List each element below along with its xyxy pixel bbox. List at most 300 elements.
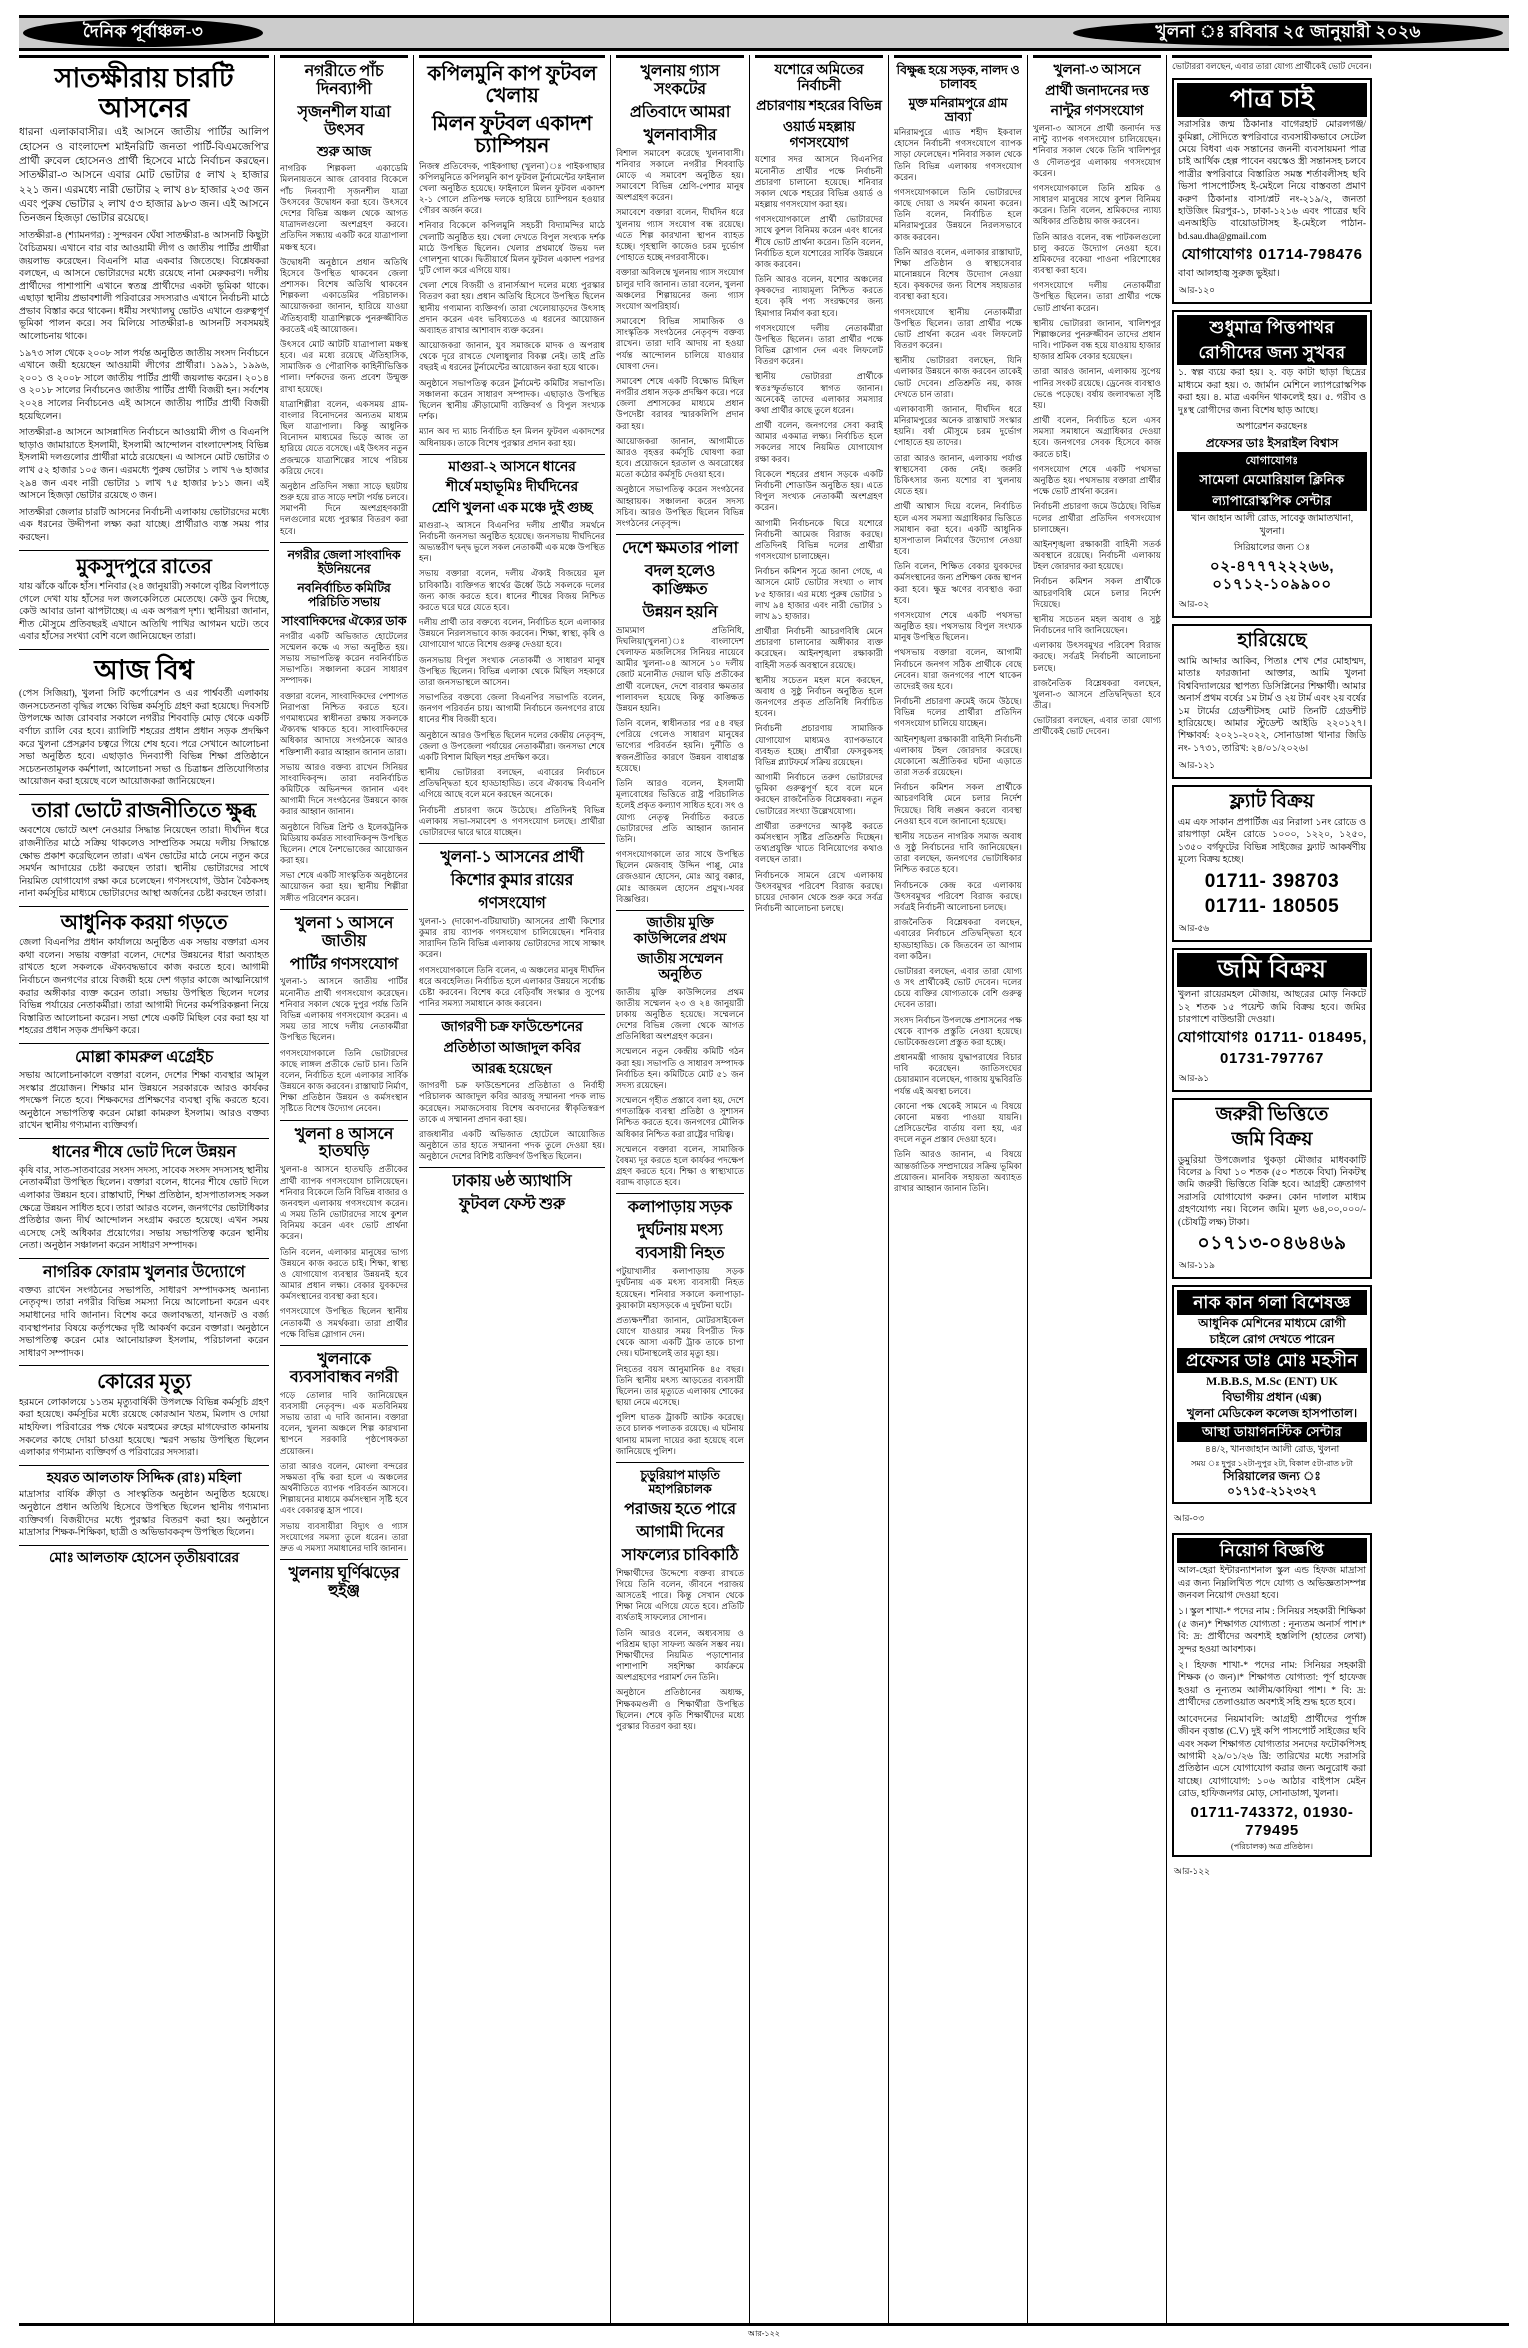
headline-byabsha-bandhab: খুলনাকে ব্যবসাবান্ধব নগরী: [289, 1350, 399, 1386]
ad-flat-ref: আর-৫৬: [1179, 923, 1210, 934]
article-text: সভায় ব্যবসায়ীরা বিদ্যুৎ ও গ্যাস সংযোগের সমস্যা তুলে ধরেন। তারা দ্রুত এ সমস্যা সমাধানের দাবি জানান।: [280, 1520, 408, 1553]
article-text: গণসংযোগকালে প্রার্থী ভোটারদের সাথে কুশল বিনিময় করেন এবং ধানের শীষে ভোট প্রার্থনা করেন। তিনি বলেন, নির্বাচিত হলে যশোরের সার্বিক উন্নয়নে কাজ করবেন।: [755, 214, 883, 269]
article-text: জনসভায় বিপুল সংখ্যক নেতাকর্মী ও সাধারণ মানুষ উপস্থিত ছিলেন। বিভিন্ন এলাকা থেকে মিছিল সহকারে তারা জনসভাস্থলে আসেন।: [419, 654, 605, 687]
article-text: গণসংযোগে স্থানীয় নেতাকর্মীরা উপস্থিত ছিলেন। তারা প্রার্থীর পক্ষে ভোট প্রার্থনা করেন এবং লিফলেট বিতরণ করেন।: [894, 306, 1022, 351]
article-text: প্রার্থীরা তরুণদের আকৃষ্ট করতে কর্মসংস্থান সৃষ্টির প্রতিশ্রুতি দিচ্ছেন। তথ্যপ্রযুক্তি খাতে বিনিয়োগের কথাও বলছেন তারা।: [755, 820, 883, 865]
headline-jessore-amit-3: ওয়ার্ড মহল্লায় গণসংযোগ: [782, 120, 856, 151]
article-text: আয়োজকরা জানান, যুব সমাজকে মাদক ও অপরাধ থেকে দূরে রাখতে খেলাধুলার বিকল্প নেই। তাই প্রতি বছরই এ ধরনের টুর্নামেন্টের আয়োজন করা হয়ে থাকে।: [419, 340, 605, 373]
headline-manirampur: বিক্ষুব্ধ হয়ে সড়ক, নালদ ও চালাবহ: [896, 63, 1020, 91]
ad-patra-chai[interactable]: [1172, 78, 1372, 304]
headline-khulna3: খুলনা-৩ আসনে: [1053, 63, 1141, 78]
article-text: স্থানীয় ভোটাররা প্রার্থীকে স্বতঃস্ফূর্তভাবে স্বাগত জানান। অনেকেই তাদের এলাকার সমস্যার কথা প্রার্থীর কাছে তুলে ধরেন।: [755, 371, 883, 415]
headline-jagoroni-chakra: জাগরণী চক্র ফাউন্ডেশনের: [441, 1020, 583, 1036]
article-text: ১৯৭৩ সাল থেকে ২০০৮ সাল পর্যন্ত অনুষ্ঠিত জাতীয় সংসদ নির্বাচনে এখানে জয়ী হয়েছেন আওয়ামী লীগের প্রার্থীরা। ১৯৯১, ১৯৯৬, ২০০১ ও ২০০৮ সালে জাতীয় পার্টির প্রার্থী জয়লাভ করেন। ২০১৪ ও ২০১৮ সালের নির্বাচনেও জাতীয় পার্টির প্রার্থী বিজয়ী হন। সর্বশেষ ২০২৪ সালের নির্বাচনেও এই আসনে জাতীয় পার্টির প্রার্থী বিজয়ী হয়েছিলেন।: [19, 348, 269, 422]
divider: [280, 542, 408, 543]
article-text: সম্মেলনে নতুন কেন্দ্রীয় কমিটি গঠন করা হয়। সভাপতি ও সাধারণ সম্পাদক নির্বাচিত হন। কমিটিতে মোট ৫১ জন সদস্য রয়েছেন।: [616, 1046, 744, 1090]
article-text: হরমনে লোকালয়ে ১১তম মৃত্যুবার্ষিকী উপলক্ষে বিভিন্ন কর্মসূচি গ্রহণ করা হয়েছে। কর্মসূচির মধ্যে রয়েছে কোরআন খতম, মিলাদ ও দোয়া মাহফিল। পরিবারের পক্ষ থেকে মরহুমের রুহের মাগফেরাত কামনায় সকলের কাছে দোয়া চাওয়া হয়েছে। স্মরণ সভায় উপস্থিত ছিলেন এলাকার গণ্যমান্য ব্যক্তিবর্গ ও পরিবারের সদস্যরা।: [19, 1397, 269, 1459]
divider: [1033, 55, 1161, 58]
article-text: সাতক্ষীরা-৪ (শ্যামনগর) : সুন্দরবন ঘেঁষা সাতক্ষীরা-৪ আসনটি কিছুটা বৈচিত্রময়। এখানে বার বার আওয়ামী লীগ ও জাতীয় পার্টির প্রার্থীরা জয়লাভ করেছেন। বিএনপি মাত্র একবার জিতেছে। বিশ্লেষকরা বলছেন, এ আসনে ভোটারদের মধ্যে রয়েছে নানা মেরুকরণ। দলীয় প্রার্থীদের পাশাপাশি এখানে স্বতন্ত্র প্রার্থীদের একটা ভূমিকা থাকে। এছাড়া স্থানীয় প্রভাবশালী পরিবারের সদস্যরাও এখানে নির্বাচনী মাঠে প্রভাব বিস্তার করে থাকেন। ধর্মীয় সংখ্যালঘু ভোটও এখানে গুরুত্বপূর্ণ ভূমিকা পালন করে। সব মিলিয়ে সাতক্ষীরা-৪ আসনটি সবসময়ই আলোচনায় থাকে।: [19, 231, 269, 343]
ad-ent-position: বিভাগীয় প্রধান (এক্স): [1222, 1390, 1322, 1405]
article-text: তিনি আরও বলেন, ইসলামী মূল্যবোধের ভিত্তিতে রাষ্ট্র পরিচালিত হলেই প্রকৃত কল্যাণ সাধিত হবে। সৎ ও যোগ্য নেতৃত্ব নির্বাচিত করতে ভোটারদের প্রতি আহ্বান জানান তিনি।: [616, 777, 744, 844]
article-text: ম্যান অব দ্য ম্যাচ নির্বাচিত হন মিলন ফুটবল একাদশের অধিনায়ক। তাকে বিশেষ পুরস্কার প্রদান করা হয়।: [419, 426, 605, 448]
article-text: মাদ্রাসার বার্ষিক ক্রীড়া ও সাংস্কৃতিক অনুষ্ঠান অনুষ্ঠিত হয়েছে। অনুষ্ঠানে প্রধান অতিথি হিসেবে উপস্থিত ছিলেন স্থানীয় গণ্যমান্য ব্যক্তিবর্গ। বিজয়ীদের মধ্যে পুরস্কার বিতরণ করা হয়। অনুষ্ঠানে মাদ্রাসার শিক্ষক-শিক্ষিকা, ছাত্রী ও অভিভাবকবৃন্দ উপস্থিত ছিলেন।: [19, 1490, 269, 1539]
divider: [616, 534, 744, 535]
headline-kapilmuni-cup-2: মিলন ফুটবল একাদশ চ্যাম্পিয়ন: [432, 112, 592, 158]
masthead: [19, 15, 1509, 51]
article-text: উদ্বোধনী অনুষ্ঠানে প্রধান অতিথি হিসেবে উপস্থিত থাকবেন জেলা প্রশাসক। বিশেষ অতিথি থাকবেন শিল্পকলা একাডেমির পরিচালক। আয়োজকরা জানান, হারিয়ে যাওয়া ঐতিহ্যবাহী যাত্রাশিল্পকে পুনরুজ্জীবিত করতেই এই আয়োজন।: [280, 256, 408, 334]
article-text: আইনশৃঙ্খলা রক্ষাকারী বাহিনী নির্বাচনী এলাকায় টহল জোরদার করেছে। যেকোনো অপ্রীতিকর ঘটনা এড়াতে তারা সতর্ক রয়েছেন।: [894, 733, 1022, 778]
divider: [280, 1559, 408, 1560]
ad-ent-title: নাক কান গলা বিশেষজ্ঞ: [1177, 1290, 1367, 1315]
article-text: নির্বাচনকে সামনে রেখে এলাকায় উৎসবমুখর পরিবেশ বিরাজ করছে। চায়ের দোকান থেকে শুরু করে সর্বত্র নির্বাচনী আলোচনা চলছে।: [755, 869, 883, 914]
article-text: মাগুরা-২ আসনে বিএনপির দলীয় প্রার্থীর সমর্থনে নির্বাচনী জনসভা অনুষ্ঠিত হয়েছে। জনসভায় দীর্ঘদিনের অভ্যন্তরীণ দ্বন্দ্ব ভুলে সকল নেতাকর্মী এক মঞ্চে উপস্থিত হন।: [419, 519, 605, 564]
ad-flat-title: ফ্ল্যাট বিক্রয়: [1229, 791, 1315, 813]
article-text: স্থানীয় ভোটাররা জানান, খালিশপুর শিল্পাঞ্চলের পুনরুজ্জীবন তাদের প্রধান দাবি। পাটকল বন্ধ হয়ে যাওয়ায় হাজার হাজার শ্রমিক বেকার হয়েছেন।: [1033, 317, 1161, 362]
article-text: ভ্রাম্যমাণ প্রতিনিধি, দিঘলিয়া(খুলনা)ঃ বাংলাদেশ খেলাফত মজলিসের সিনিয়র নায়েবে আমীর খুলনা-০৪ আসনে ১০ দলীয় জোট মনোনীত দেয়াল ঘড়ি প্রতীকের প্রার্থী বলেছেন, দেশে বারবার ক্ষমতার পালাবদল হয়েছে কিন্তু কাঙ্ক্ষিত উন্নয়ন হয়নি।: [616, 624, 744, 713]
headline-jatra-utsob-2: সৃজনশীল যাত্রা উৎসব: [297, 103, 391, 139]
article-text: নিহতের বয়স আনুমানিক ৪৫ বছর। তিনি স্থানীয় মৎস্য আড়তের ব্যবসায়ী ছিলেন। তার মৃত্যুতে এলাকায় শোকের ছায়া নেমে এসেছে।: [616, 1363, 744, 1408]
article-text: স্থানীয় সচেতন মহল অবাধ ও সুষ্ঠু নির্বাচনের দাবি জানিয়েছেন।: [1033, 613, 1161, 636]
article-text: এলাকাবাসী জানান, দীর্ঘদিন ধরে মনিরামপুরের অনেক রাস্তাঘাট সংস্কার হয়নি। বর্ষা মৌসুমে চরম দুর্ভোগ পোহাতে হয় তাদের।: [894, 403, 1022, 448]
headline-porajoy-2: আগামী দিনের: [636, 1523, 724, 1541]
divider: [419, 1167, 605, 1168]
column-6: [894, 55, 1022, 2325]
divider: [616, 910, 744, 911]
article-text: অনুষ্ঠানে সভাপতিত্ব করেন টুর্নামেন্ট কমিটির সভাপতি। সঞ্চালনা করেন সাধারণ সম্পাদক। এছাড়াও উপস্থিত ছিলেন স্থানীয় ক্রীড়ামোদী ব্যক্তিবর্গ ও বিপুল সংখ্যক দর্শক।: [419, 377, 605, 422]
article-text: সভায় বক্তারা বলেন, দলীয় ঐক্যই বিজয়ের মূল চাবিকাঠি। ব্যক্তিগত স্বার্থের ঊর্ধ্বে উঠে সকলকে দলের জন্য কাজ করতে হবে। ধানের শীষের বিজয় নিশ্চিত করতে ঘরে ঘরে যেতে হবে।: [419, 568, 605, 612]
headline-porajoy-3: সাফল্যের চাবিকাঠি: [621, 1546, 739, 1564]
ad-job-body: আল-হেরা ইন্টারন্যাশনাল স্কুল এন্ড হিফজ মাদ্রাসা এর জন্য নিম্নলিখিত পদে যোগ্য ও অভিজ্ঞতাসম্পন্ন জনবল নিয়োগ দেওয়া হবে।: [1178, 1566, 1366, 1602]
ad-gallstone-operating-label: অপারেশন করছেনঃ: [1236, 422, 1308, 433]
article-text: শিক্ষার্থীদের উদ্দেশ্যে বক্তব্য রাখতে গিয়ে তিনি বলেন, জীবনে পরাজয় আসতেই পারে। কিন্তু সেখান থেকে শিক্ষা নিয়ে এগিয়ে যেতে হবে। প্রতিটি ব্যর্থতাই সাফল্যের সোপান।: [616, 1567, 744, 1623]
article-text: দলীয় প্রার্থী তার বক্তব্যে বলেন, নির্বাচিত হলে এলাকার উন্নয়নে নিরলসভাবে কাজ করবেন। শিক্ষা, স্বাস্থ্য, কৃষি ও যোগাযোগ খাতে বিশেষ গুরুত্ব দেওয়া হবে।: [419, 617, 605, 650]
article-text: রাজনৈতিক বিশ্লেষকরা বলছেন, খুলনা-৩ আসনে প্রতিদ্বন্দ্বিতা হবে তীব্র।: [1033, 677, 1161, 711]
column-divider: [274, 55, 275, 2325]
date-line: খুলনা ঃ রবিবার ২৫ জানুয়ারী ২০২৬: [1155, 22, 1421, 41]
headline-jessore-amit: যশোরে অমিতের নির্বাচনী: [774, 63, 864, 94]
ad-land-body: খুলনা রায়েরমহল মৌজায়, আছরের মোড় নিকটে ১২ শতক ১৫ পয়েন্ট জমি বিক্রয় হবে। জমির চারপাশে বাউন্ডারী দেওয়া।: [1178, 990, 1366, 1025]
article-text: অনুষ্ঠানে সভাপতিত্ব করেন সংগঠনের আহ্বায়ক। সঞ্চালনা করেন সদস্য সচিব। আরও উপস্থিত ছিলেন বিভিন্ন সংগঠনের নেতৃবৃন্দ।: [616, 484, 744, 528]
article-text: তিনি আরও বলেন, যশোর অঞ্চলের কৃষকদের ন্যায্যমূল্য নিশ্চিত করতে হবে। কৃষি পণ্য সংরক্ষণের জন্য হিমাগার নির্মাণ করা হবে।: [755, 274, 883, 318]
ad-urgent-land-sale[interactable]: [1172, 1098, 1372, 1279]
article-text: অনুষ্ঠানে প্রতিষ্ঠানের অধ্যক্ষ, শিক্ষকমণ্ডলী ও শিক্ষার্থীরা উপস্থিত ছিলেন। শেষে কৃতি শিক্ষার্থীদের মধ্যে পুরস্কার বিতরণ করা হয়।: [616, 1687, 744, 1731]
column-4: [616, 55, 744, 2325]
article-text: তিনি আরও বলেন, এলাকার রাস্তাঘাট, শিক্ষা প্রতিষ্ঠান ও স্বাস্থ্যসেবার মানোন্নয়নে বিশেষ উদ্যোগ নেওয়া হবে। কৃষকদের জন্য বিশেষ সহায়তার ব্যবস্থা করা হবে।: [894, 246, 1022, 302]
article-text: স্থানীয় ভোটাররা বলছেন, যিনি এলাকার উন্নয়নে কাজ করবেন তাকেই ভোট দেবেন। প্রতিশ্রুতি নয়, কাজ দেখতে চান তারা।: [894, 355, 1022, 399]
ad-flat-phone-2[interactable]: 01711- 180505: [1204, 896, 1340, 918]
article-text: উৎসবে মোট আটটি যাত্রাপালা মঞ্চস্থ হবে। এর মধ্যে রয়েছে ঐতিহাসিক, সামাজিক ও পৌরাণিক কাহিনীভিত্তিক পালা। দর্শকদের জন্য প্রবেশ উন্মুক্ত রাখা হয়েছে।: [280, 338, 408, 394]
ad-gallstone-body: ১. স্বল্প ব্যয়ে করা হয়। ২. বড় কাটা ছাড়া ছিদ্রের মাধ্যমে করা হয়। ৩. জার্মান মেশিনে ল্যাপরোস্কপিক করা হয়। ৪. মাত্র একদিন থাকলেই হয়। ৫. গরীব ও দুঃস্থ রোগীদের জন্য বিশেষ ছাড় আছে।: [1178, 368, 1366, 416]
paper-name: দৈনিক পূর্বাঞ্চল-৩: [82, 22, 204, 41]
ad-patra-chai-body: সরাসরিঃ জন্ম ঠিকানাঃ বাগেরহাট মোরলগঞ্জ/কুমিল্লা, সৌদিতে স্বপরিবারে ব্যবসায়ীকভাবে সেটেল মেয়ে বিধবা এক সন্তানের জননী ব্যবসায়মনা পাত্র চাই আর্থিক হেল্প পাবেন বয়স্কেও স্ত্রী সন্তানসহ চলবে পাত্রীর স্বপরিবারে বিস্তারিত সমস্ত শর্তাবলীসহ ছবি ভিসা পাসপোর্টসহ ই-মেইলে নিয়ে বাস্তবতা প্রমাণ করুণ ঠিকানাঃ বাসা/প্লট নং-২১৯/২, জনতা হাউজিং মিরপুর-১, ঢাকা-১২১৬ এবং পাত্রের ছবি এনআইডি বায়োডাটাসহ ই-মেইলে পাঠান-bd.sau.dha@gmail.com: [1178, 120, 1366, 242]
ad-land-phone-2[interactable]: 01731-797767: [1220, 1050, 1324, 1068]
headline-khulna3-3: নান্টুর গণসংযোগ: [1050, 104, 1144, 120]
contact-label: যোগাযোগঃ: [1181, 246, 1254, 264]
article-text: অবশেষে ভোটে অংশ নেওয়ার সিদ্ধান্ত নিয়েছেন তারা। দীর্ঘদিন ধরে রাজনীতির মাঠে সক্রিয় থাকলেও সাম্প্রতিক সময়ে দলীয় সিদ্ধান্তে ক্ষোভ প্রকাশ করেছিলেন তারা। এখন ভোটের মাঠে নেমে নতুন করে সমর্থন আদায়ের চেষ্টা করছেন তারা। স্থানীয় ভোটারদের সাথে নিয়মিত যোগাযোগ রক্ষা করে চলেছেন। গণসংযোগ, উঠান বৈঠকসহ নানা কর্মসূচির মাধ্যমে ভোটারদের আস্থা অর্জনের চেষ্টা করছেন তারা।: [19, 826, 269, 900]
divider: [19, 1545, 269, 1546]
divider: [19, 1465, 269, 1466]
article-text: পুলিশ ঘাতক ট্রাকটি আটক করেছে। তবে চালক পলাতক রয়েছে। এ ঘটনায় থানায় মামলা দায়ের করা হয়েছে বলে জানিয়েছে পুলিশ।: [616, 1412, 744, 1456]
ad-ent-serial[interactable]: সিরিয়ালের জন্য ঃ ০১৭১৫-২১২৩২৭: [1223, 1469, 1321, 1498]
divider: [616, 1462, 744, 1463]
headline-khulna4-hatghori: খুলনা ৪ আসনে হাতঘড়ি: [294, 1125, 394, 1161]
headline-manirampur-2: মুক্ত মনিরামপুরে গ্রাম ভ্রাব্যা: [908, 96, 1008, 124]
article-text: বক্তারা অবিলম্বে খুলনায় গ্যাস সংযোগ চালুর দাবি জানান। তারা বলেন, খুলনা অঞ্চলের শিল্পায়নের জন্য গ্যাস সংযোগ অপরিহার্য।: [616, 267, 744, 311]
ad-job-recruitment[interactable]: [1172, 1533, 1372, 1856]
ad-gallstone-title-2: রোগীদের জন্য সুখবর: [1177, 340, 1367, 365]
article-text: স্থানীয় সচেতন নাগরিক সমাজ অবাধ ও সুষ্ঠু নির্বাচনের দাবি জানিয়েছেন। তারা বলছেন, জনগণের ভোটাধিকার নিশ্চিত করতে হবে।: [894, 830, 1022, 875]
divider: [19, 550, 269, 551]
subheadline-shuru-aj: শুরু আজ: [316, 144, 372, 160]
ad-gallstone-ref: আর-০২: [1179, 599, 1210, 609]
column-divider: [610, 55, 611, 2325]
article-text: প্রার্থী বলেন, নির্বাচিত হলে এসব সমস্যা সমাধানে অগ্রাধিকার দেওয়া হবে। জনগণের সেবক হিসেবে কাজ করতে চাই।: [1033, 415, 1161, 459]
headline-gas-sonkot-3: খুলনাবাসীর: [643, 126, 717, 144]
ad-gallstone-serial-label: সিরিয়ালের জন্য ঃ: [1233, 543, 1311, 554]
ad-ent-specialist[interactable]: [1172, 1285, 1372, 1504]
ad-gallstone-address: খান জাহান আলী রোড, সাবেকু জামাতখানা, খুলনা।: [1190, 514, 1354, 537]
article-text: জাগরণী চক্র ফাউন্ডেশনের প্রতিষ্ঠাতা ও নির্বাহী পরিচালক আজাদুল কবির আরজু সম্মাননা পদক লাভ করেছেন। সমাজসেবায় বিশেষ অবদানের স্বীকৃতিস্বরূপ তাকে এ সম্মাননা প্রদান করা হয়।: [419, 1080, 605, 1124]
divider: [755, 55, 883, 58]
ad-patra-chai-title: পাত্র চাই: [1177, 83, 1367, 117]
article-text: সভায় আলোচনাকালে বক্তারা বলেন, দেশের শিক্ষা ব্যবস্থার আমূল সংস্কার প্রয়োজন। শিক্ষার মান উন্নয়নে সরকারকে আরও কার্যকর পদক্ষেপ নিতে হবে। শিক্ষকদের প্রশিক্ষণের ব্যবস্থা বৃদ্ধি করতে হবে। অনুষ্ঠানে সভাপতিত্ব করেন মোল্লা কামরুল ইসলাম। আরও বক্তব্য রাখেন স্থানীয় গণ্যমান্য ব্যক্তিবর্গ।: [19, 1070, 269, 1132]
article-text: বিকেলে শহরের প্রধান সড়কে একটি নির্বাচনী শোডাউন অনুষ্ঠিত হয়। এতে বিপুল সংখ্যক নেতাকর্মী অংশগ্রহণ করেন।: [755, 468, 883, 513]
ad-ent-hours: সময় ঃ দুপুর ১২টা-দুপুর ২টা, বিকাল ৫টা-রাত ৮টা: [1191, 1458, 1353, 1468]
headline-khomotar-pala: দেশে ক্ষমতার পালা: [621, 540, 739, 558]
divider: [19, 906, 269, 907]
article-text: স্থানীয় ভোটাররা বলছেন, এবারের নির্বাচনে প্রতিদ্বন্দ্বিতা হবে হাড্ডাহাড্ডি। তবে ঐক্যবদ্ধ বিএনপি এগিয়ে আছে বলে মনে করছেন অনেকে।: [419, 767, 605, 800]
column-divider: [413, 55, 414, 2325]
divider: [19, 1258, 269, 1259]
headline-korer-mrittu: কোরের মৃত্যু: [97, 1371, 191, 1394]
article-text: নির্বাচনী প্রচারণা জমে উঠেছে। বিভিন্ন দলের প্রার্থীরা প্রতিদিন গণসংযোগ চালাচ্ছেন।: [1033, 501, 1161, 534]
article-text: আগামী নির্বাচনকে ঘিরে যশোরে নির্বাচনী আমেজ বিরাজ করছে। প্রতিদিনই বিভিন্ন দলের প্রার্থীরা গণসংযোগ চালাচ্ছেন।: [755, 517, 883, 562]
ad-flat-for-sale[interactable]: [1172, 785, 1372, 942]
article-text: নির্বাচনী প্রচারণা ক্রমেই জমে উঠছে। বিভিন্ন দলের প্রার্থীরা প্রতিদিন গণসংযোগ চালিয়ে যাচ্ছেন।: [894, 696, 1022, 729]
article-text: গণসংযোগকালে তিনি বলেন, এ অঞ্চলের মানুষ দীর্ঘদিন ধরে অবহেলিত। নির্বাচিত হলে এলাকার উন্নয়নে সর্বোচ্চ চেষ্টা করবেন। বিশেষ করে বেড়িবাঁধ সংস্কার ও সুপেয় পানির সমস্যা সমাধানে কাজ করবেন।: [419, 964, 605, 1009]
article-text: তারা আরও জানান, এলাকায় সুপেয় পানির সংকট রয়েছে। ড্রেনেজ ব্যবস্থাও ভেঙে পড়েছে। বর্ষায় জলাবদ্ধতা সৃষ্টি হয়।: [1033, 366, 1161, 410]
article-text: সমাবেশে বিভিন্ন সামাজিক ও সাংস্কৃতিক সংগঠনের নেতৃবৃন্দ বক্তব্য রাখেন। তারা দাবি আদায় না হওয়া পর্যন্ত আন্দোলন চালিয়ে যাওয়ার ঘোষণা দেন।: [616, 316, 744, 371]
column-divider: [1027, 55, 1028, 2325]
divider: [419, 1014, 605, 1015]
article-text: গণসংযোগে উপস্থিত ছিলেন স্থানীয় নেতাকর্মী ও সমর্থকরা। তারা প্রার্থীর পক্ষে বিভিন্ন স্লোগান দেন।: [280, 1306, 408, 1339]
article-text: অনুষ্ঠানে বিভিন্ন প্রিন্ট ও ইলেকট্রনিক মিডিয়ায় কর্মরত সাংবাদিকবৃন্দ উপস্থিত ছিলেন। শেষে নৈশভোজের আয়োজন করা হয়।: [280, 821, 408, 866]
article-text: সভা শেষে একটি সাংস্কৃতিক অনুষ্ঠানের আয়োজন করা হয়। স্থানীয় শিল্পীরা সঙ্গীত পরিবেশন করেন।: [280, 870, 408, 903]
article-text: নগরীর একটি অভিজাত হোটেলের সম্মেলন কক্ষে এ সভা অনুষ্ঠিত হয়। সভায় সভাপতিত্ব করেন নবনির্বাচিত সভাপতি। সঞ্চালনা করেন সাধারণ সম্পাদক।: [280, 630, 408, 686]
column-5: [755, 55, 883, 2325]
article-text: সম্মেলনে গৃহীত প্রস্তাবে বলা হয়, দেশে গণতান্ত্রিক ব্যবস্থা প্রতিষ্ঠা ও সুশাসন নিশ্চিত করতে হবে। জনগণের মৌলিক অধিকার নিশ্চিত করা রাষ্ট্রের দায়িত্ব।: [616, 1095, 744, 1139]
article-text: গণসংযোগে দলীয় নেতাকর্মীরা উপস্থিত ছিলেন। তারা প্রার্থীর পক্ষে বিভিন্ন স্লোগান দেন এবং লিফলেট বিতরণ করেন।: [755, 322, 883, 367]
column-2: [280, 55, 408, 2325]
divider: [280, 909, 408, 910]
headline-magura2-3: শ্রেণি খুলনা এক মঞ্চে দুই গুচ্ছ: [431, 501, 593, 517]
ad-gallstone-clinic-2: ল্যাপারোস্কপিক সেন্টার: [1177, 491, 1367, 512]
headline-jessore-amit-2: প্রচারণায় শহরের বিভিন্ন: [756, 99, 882, 115]
article-text: গড়ে তোলার দাবি জানিয়েছেন ব্যবসায়ী নেতৃবৃন্দ। এক মতবিনিময় সভায় তারা এ দাবি জানান। বক্তারা বলেন, খুলনা অঞ্চলে শিল্প কারখানা স্থাপনে সরকারি পৃষ্ঠপোষকতা প্রয়োজন।: [280, 1389, 408, 1456]
ad-lost-ref: আর-১২১: [1179, 760, 1215, 771]
headline-jagoroni-chakra-3: আরব্ধ হয়েছেন: [472, 1061, 552, 1077]
ad-land-ref: আর-৯১: [1179, 1072, 1210, 1083]
article-text: পটুয়াখালীর কলাপাড়ায় সড়ক দুর্ঘটনায় এক মৎস্য ব্যবসায়ী নিহত হয়েছেন। শনিবার সকালে কলাপাড়া-কুয়াকাটা মহাসড়কে এ দুর্ঘটনা ঘটে।: [616, 1266, 744, 1310]
article-text: কৃষি বার, সাত-সাতবারের সংসদ সদস্য, সাবেক সংসদ সদস্যসহ স্থানীয় নেতাকর্মীরা উপস্থিত ছিলেন। বক্তারা বলেন, ধানের শীষে ভোট দিলে এলাকার উন্নয়ন হবে। রাস্তাঘাট, শিক্ষা প্রতিষ্ঠান, হাসপাতালসহ সকল ক্ষেত্রে উন্নয়ন সাধিত হবে। তারা আরও বলেন, জনগণের ভোটাধিকার প্রতিষ্ঠার জন্য দীর্ঘ আন্দোলন সংগ্রাম করতে হয়েছে। এখন সময় এসেছে সেই অধিকার প্রয়োগের। সভায় সভাপতিত্ব করেন স্থানীয় নেতা। অনুষ্ঠান সঞ্চালনা করেন সাধারণ সম্পাদক।: [19, 1165, 269, 1252]
headline-jatra-utsob: নগরীতে পাঁচ দিনব্যাপী: [304, 63, 384, 98]
article-text: গণসংযোগ শেষে একটি পথসভা অনুষ্ঠিত হয়। পথসভায় বিপুল সংখ্যক মানুষ উপস্থিত ছিলেন।: [894, 609, 1022, 643]
headline-khomotar-pala-2: বদল হলেও কাঙ্ক্ষিত: [644, 563, 716, 598]
article-text: গণসংযোগে দলীয় নেতাকর্মীরা উপস্থিত ছিলেন। তারা প্রার্থীর পক্ষে ভোট প্রার্থনা করেন।: [1033, 280, 1161, 313]
divider: [419, 454, 605, 455]
article-text: ধারনা এলাকাবাসীর। এই আসনে জাতীয় পার্টির আলিপ হোসেন ও বাংলাদেশ মাইনরিটি জনতা পার্টি-বিএমজেপি'র প্রার্থী রুবেল হোসেনও প্রার্থী হিসেবে মাঠে নির্বাচন করছেন। সাতক্ষীরা-৩ আসনে এবার মোট ভোটার ৫ লাখ ২ হাজার ২২১ জন। এরমধ্যে নারী ভোটার ২ লাখ ৪৮ হাজার ২৩৫ জন এবং পুরুষ ভোটার ২ লাখ ৫৩ হাজার ৯৮৩ জন। এই আসনে তিনজন হিজড়া ভোটার রয়েছে।: [19, 127, 269, 225]
article-text: তিনি আরও জানান, এ বিষয়ে আন্তর্জাতিক সম্প্রদায়ের সক্রিয় ভূমিকা প্রয়োজন। মানবিক সহায়তা অব্যাহত রাখার আহ্বান জানান তিনি।: [894, 1149, 1022, 1193]
ad-land-for-sale[interactable]: [1172, 948, 1372, 1092]
divider: [616, 1193, 744, 1194]
article-text: প্রার্থীরা নির্বাচনী আচরণবিধি মেনে প্রচারণা চালানোর অঙ্গীকার ব্যক্ত করেছেন। আইনশৃঙ্খলা রক্ষাকারী বাহিনী সতর্ক অবস্থানে রয়েছে।: [755, 626, 883, 670]
article-text: এলাকায় উৎসবমুখর পরিবেশ বিরাজ করছে। সর্বত্রই নির্বাচনী আলোচনা চলছে।: [1033, 640, 1161, 673]
article-text: মনিরামপুরে এ্যাড শহীদ ইকবাল হোসেন নির্বাচনী গণসংযোগে ব্যাপক সাড়া ফেলেছেন। শনিবার সকাল থেকে তিনি বিভিন্ন এলাকায় গণসংযোগ করেন।: [894, 127, 1022, 182]
ad-gallstone-title-1: শুধুমাত্র পিত্তপাথর: [1177, 315, 1367, 340]
article-text: সম্মেলনে বক্তারা বলেন, সামাজিক বৈষম্য দূর করতে হলে কার্যকর পদক্ষেপ গ্রহণ করতে হবে। শিক্ষা ও স্বাস্থ্যখাতে বরাদ্দ বাড়াতে হবে।: [616, 1143, 744, 1188]
article-text: প্রার্থী আশ্বাস দিয়ে বলেন, নির্বাচিত হলে এসব সমস্যা অগ্রাধিকার ভিত্তিতে সমাধান করা হবে। একটি আধুনিক হাসপাতাল নির্মাণের উদ্যোগ নেওয়া হবে।: [894, 501, 1022, 557]
article-text: নির্বাচন কমিশন সকল প্রার্থীকে আচরণবিধি মেনে চলার নির্দেশ দিয়েছে। বিধি লঙ্ঘন করলে ব্যবস্থা নেওয়া হবে বলে জানানো হয়েছে।: [894, 782, 1022, 826]
headline-nagorik-forum: নাগরিক ফোরাম খুলনার উদ্যোগে: [43, 1263, 245, 1281]
divider: [616, 55, 744, 58]
divider: [19, 794, 269, 795]
ad-ent-subtitle-2: চাইলে রোগ দেখতে পারেন: [1209, 1332, 1335, 1347]
article-text: খুলনা-১ (দাকোপ-বটিয়াঘাটা) আসনের প্রার্থী কিশোর কুমার রায় ব্যাপক গণসংযোগ চালিয়েছেন। শনিবার সারাদিন তিনি বিভিন্ন এলাকায় ভোটারদের সাথে সাক্ষাৎ করেন।: [419, 915, 605, 960]
article-text: নির্বাচনী প্রচারণায় সামাজিক যোগাযোগ মাধ্যমও ব্যাপকভাবে ব্যবহৃত হচ্ছে। প্রার্থীরা ফেসবুকসহ বিভিন্ন প্ল্যাটফর্মে সক্রিয় রয়েছেন।: [755, 723, 883, 767]
article-text: তারা আরও জানান, এলাকায় পর্যাপ্ত স্বাস্থ্যসেবা কেন্দ্র নেই। জরুরি চিকিৎসার জন্য যশোর বা খুলনায় যেতে হয়।: [894, 452, 1022, 497]
ad-ent-workplace: খুলনা মেডিকেল কলেজ হাসপাতাল।: [1186, 1406, 1358, 1421]
article-text: (পেস সিজিয়া), খুলনা সিটি কর্পোরেশন ও এর পার্শ্ববর্তী এলাকায় জনসচেতনতা বৃদ্ধির লক্ষ্যে বিভিন্ন কর্মসূচি গ্রহণ করা হয়েছে। দিবসটি উপলক্ষে আজ রোববার সকালে নগরীর শিববাড়ি মোড় থেকে একটি বর্ণাঢ্য র‌্যালি বের হবে। র‌্যালিটি শহরের প্রধান প্রধান সড়ক প্রদক্ষিণ করে খুলনা প্রেসক্লাব চত্বরে গিয়ে শেষ হবে। পরে সেখানে আলোচনা সভা অনুষ্ঠিত হবে। এছাড়াও দিনব্যাপী বিভিন্ন শিক্ষা প্রতিষ্ঠানে সচেতনতামূলক কর্মশালা, আলোচনা সভা ও চিত্রাঙ্কন প্রতিযোগিতার আয়োজন করা হয়েছে বলে আয়োজকরা জানিয়েছেন।: [19, 689, 269, 788]
headline-kishor-kumar-roy: খুলনা-১ আসনের প্রার্থী: [440, 849, 584, 867]
ad-urgent-land-body: ডুমুরিয়া উপজেলার থুকড়া মৌজার মাধবকাটি বিলের ৯ বিঘা ১০ শতক (৫০ শতকে বিঘা) নিকটস্থ জমি জরুরী ভিত্তিতে বিক্রি হবে। আগ্রহী ক্রেতাগণ সরাসরি যোগাযোগ করুন। কোন দালাল মাধ্যম গ্রহণযোগ্য নয়। বিলেন জমি। মূল্য ৬৪,০০,০০০/- (চৌষট্টি লক্ষ) টাকা।: [1178, 1155, 1366, 1228]
ad-ent-ref: আর-০৩: [1174, 1513, 1205, 1524]
article-text: সংসদ নির্বাচন উপলক্ষে প্রশাসনের পক্ষ থেকে ব্যাপক প্রস্তুতি নেওয়া হয়েছে। ভোটকেন্দ্রগুলো প্রস্তুত করা হচ্ছে।: [894, 1014, 1022, 1047]
article-text: সমাবেশে বক্তারা বলেন, দীর্ঘদিন ধরে খুলনায় গ্যাস সংযোগ বন্ধ রয়েছে। এতে শিল্প কারখানা স্থাপন ব্যাহত হচ্ছে। গৃহস্থালি কাজেও চরম দুর্ভোগ পোহাতে হচ্ছে নগরবাসীকে।: [616, 207, 744, 263]
headline-satkhira: সাতক্ষীরায় চারটি আসনের: [54, 63, 234, 124]
ad-job-item-3: আবেদনের নিয়মাবলি: আগ্রহী প্রার্থীদের পূর্ণাঙ্গ জীবন বৃত্তান্ত (C.V) দুই কপি পাসপোর্ট সাইজের ছবি এবং সকল শিক্ষাগত যোগ্যতার সনদের ফটোকপিসহ আগামী ২৯/০১/২৬ খ্রি: তারিখের মধ্যে সরাসরি প্রতিষ্ঠান এসে যোগাযোগ করার জন্য অনুরোধ করা যাচ্ছে। যোগাযোগ: ১০৬ আঠার বাইপাস মেইন রোড, হাফিজনগর মোড়, সোনাডাঙ্গা, খুলনা।: [1178, 1714, 1366, 1800]
headline-dhaka-football-fest-2: ফুটবল ফেস্ট শুরু: [459, 1196, 565, 1214]
article-text: যাত্রাশিল্পীরা বলেন, একসময় গ্রাম-বাংলার বিনোদনের অন্যতম মাধ্যম ছিল যাত্রাপালা। কিন্তু আধুনিক বিনোদন মাধ্যমের ভিড়ে আজ তা হারিয়ে যেতে বসেছে। এই উৎসব নতুন প্রজন্মকে যাত্রাশিল্পের সাথে পরিচয় করিয়ে দেবে।: [280, 398, 408, 476]
headline-magura2: মাগুরা-২ আসনে ধানের: [448, 459, 576, 475]
page-grid: [19, 55, 1509, 2325]
article-text: খুলনা-৩ আসনে প্রার্থী জনার্দন দত্ত নান্টু ব্যাপক গণসংযোগ চালিয়েছেন। শনিবার সকাল থেকে তিনি খালিশপুর ও দৌলতপুর এলাকায় গণসংযোগ করেন।: [1033, 123, 1161, 178]
article-text: খুলনা-৪ আসনে হাতঘড়ি প্রতীকের প্রার্থী ব্যাপক গণসংযোগ চালিয়েছেন। শনিবার বিকেলে তিনি বিভিন্ন বাজার ও জনবহুল এলাকায় গণসংযোগ করেন। এ সময় তিনি ভোটারদের সাথে কুশল বিনিময় করেন এবং ভোট প্রার্থনা করেন।: [280, 1164, 408, 1242]
headline-kolapara-accident-3: ব্যবসায়ী নিহত: [635, 1245, 725, 1263]
ad-job-title: নিয়োগ বিজ্ঞপ্তি: [1177, 1538, 1367, 1563]
divider: [419, 55, 605, 58]
contact-label: যোগাযোগঃ: [1177, 1029, 1250, 1047]
ad-urgent-land-ref: আর-১১৯: [1179, 1259, 1215, 1270]
headline-ajbishwa: আজ বিশ্ব: [94, 654, 194, 685]
footer-ref: আর-১২২: [748, 2329, 780, 2338]
ad-lost-body: আমি আব্দার আকিব, পিতাঃ শেখ শের মোহাম্মদ, মাতাঃ ফারজানা আক্তার, আমি খুলনা বিশ্ববিদ্যালয়ের স্থাপত্য ডিসিপ্লিনের শিক্ষার্থী। আমার অনার্স প্রথম বর্ষের ১ম টার্ম ও ২য় টার্ম এবং ২য় বর্ষের ১ম টার্মের গ্রেডশীটসহ মোট তিনটি গ্রেডশীট হারিয়েছে। আমার স্টুডেন্ট আইডি ২২০১২৭। শিক্ষাবর্ষ: ২০২১-২০২২, সোনাডাঙ্গা থানার জিডি নং- ১৭৩১, তারিখ: ২৪/০১/২০২৬।: [1178, 656, 1366, 754]
ad-patra-chai-phone[interactable]: [1177, 245, 1367, 266]
ad-lost-title: হারিয়েছে: [1237, 630, 1307, 651]
headline-jagoroni-chakra-2: প্রতিষ্ঠাতা আজাদুল কবির: [443, 1040, 581, 1056]
divider: [280, 1120, 408, 1121]
article-text: শনিবার বিকেলে কপিলমুনি সহচরী বিদ্যামন্দির মাঠে খেলাটি অনুষ্ঠিত হয়। খেলা দেখতে বিপুল সংখ্যক দর্শক মাঠে উপস্থিত ছিলেন। খেলার প্রথমার্ধে উভয় দল গোলশূন্য থাকে। দ্বিতীয়ার্ধে মিলন ফুটবল একাদশ পরপর দুটি গোল করে এগিয়ে যায়।: [419, 220, 605, 276]
ad-job-ref: আর-১২২: [1174, 1865, 1210, 1876]
headline-magura2-2: শীর্ষে মহাভূমিঃ দীর্ঘদিনের: [446, 480, 578, 496]
headline-kishor-kumar-roy-2: কিশোর কুমার রায়ের: [450, 872, 574, 890]
ad-job-item-1: ১। স্কুল শাখা-* পদের নাম : সিনিয়র সহকারী শিক্ষিকা (৫ জন)* শিক্ষাগত যোগ্যতা : নূন্যতম অনার্স পাশ।* বি: দ্র: প্রার্থীদের অবশ্যই হস্তলিপি (হাতের লেখা) সুন্দর হওয়া আবশ্যক।: [1178, 1607, 1366, 1655]
headline-khulna3-2: প্রার্থী জনাদনের দত্ত: [1045, 83, 1149, 99]
article-text: গণসংযোগ শেষে একটি পথসভা অনুষ্ঠিত হয়। পথসভায় বক্তারা প্রার্থীর পক্ষে ভোট প্রার্থনা করেন।: [1033, 463, 1161, 497]
headline-sangbadik-union-2: নবনির্বাচিত কমিটির পরিচিতি সভায়: [297, 580, 391, 609]
headline-kolapara-accident-2: দুর্ঘটনায় মৎস্য: [637, 1222, 723, 1240]
headline-ghurnijhor: খুলনায় ঘূর্ণিঝড়ের হুইঞ্জ: [288, 1565, 400, 1601]
page-footer: [19, 2323, 1509, 2341]
ad-ent-address: ৪৪/২, খানজাহান আলী রোড, খুলনা: [1204, 1445, 1340, 1456]
article-text: তিনি বলেন, এলাকার মানুষের ভাগ্য উন্নয়নে কাজ করতে চাই। শিক্ষা, স্বাস্থ্য ও যোগাযোগ ব্যবস্থার উন্নয়নই হবে আমার প্রধান লক্ষ্য। বেকার যুবকদের কর্মসংস্থানের ব্যবস্থা করা হবে।: [280, 1246, 408, 1302]
ad-patra-chai-father: বাবা আলহাজ্ব সুরুজ ভুইয়া।: [1178, 268, 1280, 279]
article-text: সভায় আরও বক্তব্য রাখেন সিনিয়র সাংবাদিকবৃন্দ। তারা নবনির্বাচিত কমিটিকে অভিনন্দন জানান এবং আগামী দিনে সংগঠনের উন্নয়নে কাজ করার আহ্বান জানান।: [280, 761, 408, 817]
article-text: তিনি আরও বলেন, বন্ধ পাটকলগুলো চালু করতে উদ্যোগ নেওয়া হবে। শ্রমিকদের বকেয়া পাওনা পরিশোধের ব্যবস্থা করা হবে।: [1033, 231, 1161, 276]
phone-number[interactable]: 01714-798476: [1258, 246, 1363, 264]
article-text: আইনশৃঙ্খলা রক্ষাকারী বাহিনী সতর্ক অবস্থানে রয়েছে। নির্বাচনী এলাকায় টহল জোরদার করা হয়েছে।: [1033, 538, 1161, 572]
ad-ent-subtitle-1: আধুনিক মেশিনের মাধ্যমে রোগী: [1198, 1315, 1346, 1330]
article-text: গণসংযোগকালে তিনি শ্রমিক ও সাধারণ মানুষের সাথে কুশল বিনিময় করেন। তিনি বলেন, শ্রমিকদের ন্যায্য অধিকার প্রতিষ্ঠায় কাজ করবেন।: [1033, 182, 1161, 227]
headline-kolapara-accident: কলাপাড়ায় সড়ক: [627, 1199, 733, 1217]
article-text: অনুষ্ঠান প্রতিদিন সন্ধ্যা সাড়ে ছয়টায় শুরু হয়ে রাত সাড়ে দশটা পর্যন্ত চলবে। সমাপনী দিনে অংশগ্রহণকারী দলগুলোর মধ্যে পুরস্কার বিতরণ করা হবে।: [280, 480, 408, 536]
ad-lost-document[interactable]: [1172, 624, 1372, 779]
headline-dhaner-shish: ধানের শীষে ভোট দিলে উন্নয়ন: [52, 1143, 236, 1161]
article-text: সমাবেশ শেষে একটি বিক্ষোভ মিছিল নগরীর প্রধান সড়ক প্রদক্ষিণ করে। পরে জেলা প্রশাসকের মাধ্যমে প্রধান উপদেষ্টা বরাবর স্মারকলিপি প্রদান করা হয়।: [616, 375, 744, 431]
article-text: রাজনৈতিক বিশ্লেষকরা বলছেন, এবারের নির্বাচনে প্রতিদ্বন্দ্বিতা হবে হাড্ডাহাড্ডি। কে জিতবেন তা আগাম বলা কঠিন।: [894, 917, 1022, 961]
headline-molla-kamrul: মোল্লা কামরুল এগ্রেইচ: [74, 1049, 214, 1067]
article-text: তিনি আরও বলেন, অধ্যবসায় ও পরিশ্রম ছাড়া সাফল্য অর্জন সম্ভব নয়। শিক্ষার্থীদের নিয়মিত পড়াশোনার পাশাপাশি সহশিক্ষা কার্যক্রমে অংশগ্রহণের পরামর্শ দেন তিনি।: [616, 1627, 744, 1683]
article-text: নির্বাচনী প্রচারণা জমে উঠেছে। প্রতিদিনই বিভিন্ন এলাকায় সভা-সমাবেশ ও গণসংযোগ চলছে। প্রার্থীরা ভোটারদের দ্বারে দ্বারে যাচ্ছেন।: [419, 804, 605, 837]
article-text: নির্বাচন কমিশন সকল প্রার্থীকে আচরণবিধি মেনে চলার নির্দেশ দিয়েছে।: [1033, 576, 1161, 609]
article-text: অনুষ্ঠানে আরও উপস্থিত ছিলেন দলের কেন্দ্রীয় নেতৃবৃন্দ, জেলা ও উপজেলা পর্যায়ের নেতাকর্মীরা। জনসভা শেষে একটি বিশাল মিছিল শহর প্রদক্ষিণ করে।: [419, 729, 605, 762]
column-1: [19, 55, 269, 2325]
divider: [19, 649, 269, 650]
headline-gas-sonkot-2: প্রতিবাদে আমরা: [629, 103, 731, 121]
divider: [19, 1365, 269, 1366]
article-text: গণসংযোগকালে তিনি ভোটারদের কাছে দোয়া ও সমর্থন কামনা করেন। তিনি বলেন, নির্বাচিত হলে মনিরামপুরের উন্নয়নে নিরলসভাবে কাজ করবেন।: [894, 186, 1022, 242]
ad-ent-doctor: প্রফেসর ডাঃ মোঃ মহসীন: [1177, 1348, 1367, 1373]
column-divider: [1166, 55, 1167, 2325]
ad-job-item-2: ২। হিফজ শাখা-* পদের নাম: সিনিয়র সহকারী শিক্ষক (৩ জন)।* শিক্ষাগত যোগ্যতা: পূর্ণ হাফেজ হওয়া ও নূন্যতম আলীম/কাফিয়া পাশ। * বি: দ্র: প্রার্থীদের তেলাওয়াত অবশ্যই সহি শুদ্ধ হতে হবে।: [1178, 1661, 1366, 1709]
article-text: গণসংযোগকালে তিনি ভোটারদের কাছে লাঙ্গল প্রতীকে ভোট চান। তিনি বলেন, নির্বাচিত হলে এলাকার সার্বিক উন্নয়নে কাজ করবেন। রাস্তাঘাট নির্মাণ, শিক্ষা প্রতিষ্ঠান উন্নয়ন ও কর্মসংস্থান সৃষ্টিতে বিশেষ উদ্যোগ নেবেন।: [280, 1047, 408, 1114]
date-badge: [1073, 20, 1503, 46]
ad-urgent-land-phone[interactable]: ০১৭১৩-০৪৬৪৬৯: [1197, 1233, 1347, 1255]
divider: [1172, 55, 1372, 58]
article-text: প্রার্থী বলেন, জনগণের সেবা করাই আমার একমাত্র লক্ষ্য। নির্বাচিত হলে সকলের সাথে নিয়মিত যোগাযোগ রক্ষা করব।: [755, 420, 883, 464]
headline-altaf-hossain: মোঃ আলতাফ হোসেন তৃতীয়বারের: [48, 1550, 240, 1566]
divider: [19, 1138, 269, 1139]
article-text: সাতক্ষীরা-৪ আসনে আসন্নাদিত নির্বাচনে আওয়ামী লীগ ও বিএনপি ছাড়াও জামায়াতে ইসলামী, ইসলামী আন্দোলন বাংলাদেশসহ বিভিন্ন ইসলামী দলগুলোর প্রার্থীরা মাঠে রয়েছেন। এ আসনে মোট ভোটার ৩ লাখ ৫২ হাজার ১০৫ জন। এরমধ্যে পুরুষ ভোটার ১ লাখ ৭৬ হাজার ২৯৪ জন এবং নারী ভোটার ১ লাখ ৭৫ হাজার ৮১১ জন। এই আসনে হিজড়া ভোটার রয়েছে ৩ জন।: [19, 428, 269, 502]
article-text: খুলনা-১ আসনে জাতীয় পার্টির মনোনীত প্রার্থী গণসংযোগ করেছেন। শনিবার সকাল থেকে দুপুর পর্যন্ত তিনি বিভিন্ন এলাকায় গণসংযোগ করেন। এ সময় তার সাথে দলীয় নেতাকর্মীরা উপস্থিত ছিলেন।: [280, 976, 408, 1043]
headline-gas-sonkot: খুলনায় গ্যাস সংকটের: [640, 63, 720, 98]
paper-name-badge: [23, 19, 263, 47]
column-3: [419, 55, 605, 2325]
divider: [280, 1345, 408, 1346]
headline-kapilmuni-cup: কপিলমুনি কাপ ফুটবল খেলায়: [427, 63, 597, 108]
ad-job-signature: (পরিচালক) অত্র প্রতিষ্ঠান।: [1231, 1842, 1313, 1852]
article-text: নির্বাচনকে কেন্দ্র করে এলাকায় উৎসবমুখর পরিবেশ বিরাজ করছে। সর্বত্রই নির্বাচনী আলোচনা চলছে।: [894, 879, 1022, 912]
headline-sangbadik-union: নগরীর জেলা সাংবাদিক ইউনিয়নের: [287, 547, 401, 576]
headline-dhaka-football-fest: ঢাকায় ৬ষ্ঠ অ্যাথাসি: [452, 1173, 572, 1191]
article-text: নিজস্ব প্রতিবেদক, পাইকগাছা (খুলনা)ঃ পাইকগাছার কপিলমুনিতে কপিলমুনি কাপ ফুটবল টুর্নামেন্টের ফাইনাল খেলা অনুষ্ঠিত হয়েছে। ফাইনালে মিলন ফুটবল একাদশ ২-১ গোলে প্রতিপক্ষ দলকে হারিয়ে চ্যাম্পিয়ন হওয়ার গৌরব অর্জন করে।: [419, 160, 605, 216]
article-text: রাজধানীর একটি অভিজাত হোটেলে আয়োজিত অনুষ্ঠানে তার হাতে সম্মাননা পদক তুলে দেওয়া হয়। অনুষ্ঠানে দেশের বিশিষ্ট ব্যক্তিবর্গ উপস্থিত ছিলেন।: [419, 1128, 605, 1162]
article-text: সভাপতির বক্তব্যে জেলা বিএনপির সভাপতি বলেন, জনগণ পরিবর্তন চায়। আগামী নির্বাচনে জনগণের রায়ে ধানের শীষ বিজয়ী হবে।: [419, 692, 605, 725]
article-text: তিনি বলেন, স্বাধীনতার পর ৫৪ বছর পেরিয়ে গেলেও সাধারণ মানুষের ভাগ্যের পরিবর্তন হয়নি। দুর্নীতি ও স্বজনপ্রীতির কারণে উন্নয়ন বাধাগ্রস্ত হয়েছে।: [616, 718, 744, 773]
ad-flat-body: এম এফ সাকান প্রপার্টিজ এর নিরালা ১নং রোডে ও রায়পাড়া মেইন রোডে ১০০০, ১২২০, ১২৫০, ১৩৫০ বর্গফুটের বিভিন্ন সাইজের ফ্ল্যাট আকর্ষণীয় মূল্যে বিক্রয় হচ্ছে।: [1178, 818, 1366, 866]
ad-gallstone-clinic[interactable]: [1172, 310, 1372, 618]
article-text: সাতক্ষীরা জেলার চারটি আসনের নির্বাচনী এলাকায় ভোটারদের মধ্যে এক ধরনের উদ্দীপনা লক্ষ্য করা যাচ্ছে। প্রার্থীরাও ব্যস্ত সময় পার করছেন।: [19, 507, 269, 543]
article-text: ভোটাররা বলছেন, এবার তারা যোগ্য প্রার্থীকেই ভোট দেবেন।: [1172, 61, 1372, 71]
headline-khulna1-jatiya-party-2: পার্টির গণসংযোগ: [289, 955, 399, 973]
article-text: তিনি বলেন, শিক্ষিত বেকার যুবকদের কর্মসংস্থানের জন্য প্রশিক্ষণ কেন্দ্র স্থাপন করা হবে। ক্ষুদ্র ঋণের ব্যবস্থাও করা হবে।: [894, 561, 1022, 605]
headline-mahaporichalak: চুড়ুরিয়াপ মাড়তি মহাপরিচালক: [640, 1467, 720, 1496]
article-text: নির্বাচন কমিশন সূত্রে জানা গেছে, এ আসনে মোট ভোটার সংখ্যা ৩ লাখ ৮৫ হাজার। এর মধ্যে পুরুষ ভোটার ১ লাখ ৯৪ হাজার এবং নারী ভোটার ১ লাখ ৯১ হাজার।: [755, 566, 883, 621]
article-text: কোনো পক্ষ থেকেই সামনে এ বিষয়ে কোনো মন্তব্য পাওয়া যায়নি। প্রেসিডেন্টের বার্তায় বলা হয়, এর বদলে নতুন প্রস্তাব দেওয়া হবে।: [894, 1100, 1022, 1145]
headline-jatiya-mukti-2: জাতীয় সম্মেলন অনুষ্ঠিত: [637, 952, 723, 983]
ad-patra-chai-ref: আর-১২০: [1179, 285, 1215, 296]
headline-khulna1-jatiya-party: খুলনা ১ আসনে জাতীয়: [294, 914, 394, 950]
headline-sangbadik-union-3: সাংবাদিকদের ঐক্যের ডাক: [281, 613, 407, 628]
ad-flat-phone-1[interactable]: 01711- 398703: [1204, 870, 1340, 892]
article-text: আগামী নির্বাচনে তরুণ ভোটারদের ভূমিকা গুরুত্বপূর্ণ হবে বলে মনে করছেন রাজনৈতিক বিশ্লেষকরা। নতুন ভোটারের সংখ্যা উল্লেখযোগ্য।: [755, 772, 883, 816]
article-text: বিশাল সমাবেশ করেছে খুলনাবাসী। শনিবার সকালে নগরীর শিববাড়ি মোড়ে এ সমাবেশ অনুষ্ঠিত হয়। সমাবেশে বিভিন্ন শ্রেণি-পেশার মানুষ অংশগ্রহণ করেন।: [616, 147, 744, 203]
headline-madrasa: হযরত আলতাফ সিদ্দিক (রাঃ) মহিলা: [46, 1470, 242, 1486]
headline-jatiya-mukti: জাতীয় মুক্তি কাউন্সিলের প্রথম: [633, 915, 727, 947]
phone-number[interactable]: 01711- 018495,: [1254, 1029, 1367, 1047]
headline-porajoy: পরাজয় হতে পারে: [624, 1500, 736, 1518]
headline-kishor-kumar-roy-3: গণসংযোগ: [478, 894, 546, 912]
ad-urgent-land-title-2: জমি বিক্রয়: [1231, 1128, 1313, 1150]
divider: [894, 55, 1022, 58]
ad-gallstone-phones[interactable]: ০২-৪৭৭৭২২২৬৬, ০১৭১২-১০৯৯০০: [1209, 557, 1335, 594]
headline-vote-politics: তারা ভোটে রাজনীতিতে ক্ষুব্ধ: [31, 799, 257, 822]
article-text: প্রধানমন্ত্রী গাজায় যুদ্ধাপরাধের বিচার দাবি করেছেন। জাতিসংঘের চেয়ারম্যান বলেছেন, গাজায় যুদ্ধবিরতি পর্যন্ত এই অবস্থা চলবে।: [894, 1052, 1022, 1096]
ad-job-phones[interactable]: 01711-743372, 01930-779495: [1190, 1803, 1354, 1840]
article-text: যায় ঝাঁকে ঝাঁকে হাঁস। শনিবার (২৪ জানুয়ারী) সকালে বৃষ্টির বিলপাড়ে গেলে দেখা যায় হাঁসের দল জলকেলিতে মেতেছে। কেউ ডুব দিচ্ছে, কেউ আবার ডানা ঝাপটাচ্ছে। এ এক অপরূপ দৃশ্য। স্থানীয়রা জানান, শীত মৌসুমে প্রতিবছরই এখানে অতিথি পাখির আগমন ঘটে। তবে এবার হাঁসের সংখ্যা বেশি বলে জানিয়েছেন তারা।: [19, 581, 269, 643]
ad-urgent-land-title-1: জরুরী ভিত্তিতে: [1215, 1103, 1329, 1125]
article-text: আয়োজকরা জানান, আগামীতে আরও বৃহত্তর কর্মসূচি ঘোষণা করা হবে। প্রয়োজনে হরতাল ও অবরোধের মতো কঠোর কর্মসূচি দেওয়া হবে।: [616, 435, 744, 480]
article-text: ভোটাররা বলছেন, এবার তারা যোগ্য প্রার্থীকেই ভোট দেবেন।: [1033, 715, 1161, 737]
article-text: খেলা শেষে বিজয়ী ও রানার্সআপ দলের মধ্যে পুরস্কার বিতরণ করা হয়। প্রধান অতিথি হিসেবে উপস্থিত ছিলেন স্থানীয় গণ্যমান্য ব্যক্তিবর্গ। তারা খেলোয়াড়দের উৎসাহ প্রদান করেন এবং ভবিষ্যতেও এ ধরনের আয়োজন অব্যাহত রাখার আশাবাদ ব্যক্ত করেন।: [419, 280, 605, 335]
article-text: যশোর সদর আসনে বিএনপির মনোনীত প্রার্থীর পক্ষে নির্বাচনী প্রচারণা চালানো হয়েছে। শনিবার সকাল থেকে শহরের বিভিন্ন ওয়ার্ড ও মহল্লায় গণসংযোগ করা হয়।: [755, 154, 883, 210]
article-text: প্রত্যক্ষদর্শীরা জানান, মোটরসাইকেল যোগে যাওয়ার সময় বিপরীত দিক থেকে আসা একটি ট্রাক তাকে চাপা দেয়। ঘটনাস্থলেই তার মৃত্যু হয়।: [616, 1314, 744, 1359]
ad-land-title: জমি বিক্রয়: [1177, 953, 1367, 987]
column-ads: [1172, 55, 1372, 2325]
article-text: গণসংযোগকালে তার সাথে উপস্থিত ছিলেন মেজবাহ উদ্দিন পাপ্পু, মোঃ রেজওয়ান হোসেন, মোঃ আবু বক্কার, মোঃ আজমল হোসেন প্রমুখ।-খবর বিজ্ঞপ্তির।: [616, 849, 744, 904]
ad-gallstone-contact-label: যোগাযোগঃ: [1177, 452, 1367, 470]
article-text: পথসভায় বক্তারা বলেন, আগামী নির্বাচনে জনগণ সঠিক প্রার্থীকে বেছে নেবেন। যারা জনগণের পাশে থাকেন তাদেরই জয় হবে।: [894, 647, 1022, 691]
article-text: জাতীয় মুক্তি কাউন্সিলের প্রথম জাতীয় সম্মেলন ২৩ ও ২৪ জানুয়ারী ঢাকায় অনুষ্ঠিত হয়েছে। সম্মেলনে দেশের বিভিন্ন জেলা থেকে আগত প্রতিনিধিরা অংশগ্রহণ করেন।: [616, 986, 744, 1042]
column-divider: [749, 55, 750, 2325]
article-text: স্থানীয় সচেতন মহল মনে করছেন, অবাধ ও সুষ্ঠু নির্বাচন অনুষ্ঠিত হলে জনগণের প্রকৃত প্রতিনিধি নির্বাচিত হবেন।: [755, 674, 883, 719]
ad-ent-degree: M.B.B.S, M.Sc (ENT) UK: [1206, 1373, 1338, 1388]
headline-muksudpur: মুকসুদপুরে রাতের: [76, 555, 212, 578]
divider: [419, 843, 605, 844]
article-text: ভোটাররা বলছেন, এবার তারা যোগ্য ও সৎ প্রার্থীকেই ভোট দেবেন। দলের চেয়ে ব্যক্তির যোগ্যতাকে বেশি গুরুত্ব দেবেন তারা।: [894, 965, 1022, 1010]
article-text: বক্তব্য রাখেন সংগঠনের সভাপতি, সাধারণ সম্পাদকসহ অন্যান্য নেতৃবৃন্দ। তারা নগরীর বিভিন্ন সমস্যা নিয়ে আলোচনা করেন এবং সমাধানের দাবি জানান। বিশেষ করে জলাবদ্ধতা, যানজট ও বর্জ্য ব্যবস্থাপনার বিষয়ে কর্তৃপক্ষের দৃষ্টি আকর্ষণ করেন বক্তারা। অনুষ্ঠানে সভাপতিত্ব করেন মোঃ আনোয়ারুল ইসলাম, পরিচালনা করেন সাধারণ সম্পাদক।: [19, 1285, 269, 1359]
divider: [19, 55, 269, 58]
headline-khomotar-pala-3: উন্নয়ন হয়নি: [642, 603, 718, 621]
article-text: বক্তারা বলেন, সাংবাদিকদের পেশাগত নিরাপত্তা নিশ্চিত করতে হবে। গণমাধ্যমের স্বাধীনতা রক্ষায় সকলকে ঐক্যবদ্ধ থাকতে হবে। সাংবাদিকদের অধিকার আদায়ে সংগঠনকে আরও শক্তিশালী করার আহ্বান জানান তারা।: [280, 690, 408, 757]
column-divider: [888, 55, 889, 2325]
ad-land-contact-label: [1177, 1028, 1367, 1049]
article-text: জেলা বিএনপির প্রধান কার্যালয়ে অনুষ্ঠিত এক সভায় বক্তারা এসব কথা বলেন। সভায় বক্তারা বলেন, দেশের উন্নয়নের ধারা অব্যাহত রাখতে হলে সকলকে ঐক্যবদ্ধভাবে কাজ করতে হবে। আগামী নির্বাচনে জনগণের রায়ে বিজয়ী হয়ে দেশ গড়ার কাজে আত্মনিয়োগ করার অঙ্গীকার ব্যক্ত করেন তারা। সভায় উপস্থিত ছিলেন দলের বিভিন্ন পর্যায়ের নেতাকর্মীরা। তারা আগামী দিনের কর্মপরিকল্পনা নিয়ে বিস্তারিত আলোচনা করেন। সভা শেষে একটি মিছিল বের করা হয় যা শহরের প্রধান সড়ক প্রদক্ষিণ করে।: [19, 938, 269, 1037]
headline-adhunik: আধুনিক করয়া গড়তে: [60, 911, 228, 934]
ad-gallstone-doctor: প্রফেসর ডাঃ ইসরাইল বিশ্বাস: [1205, 436, 1339, 451]
divider: [280, 55, 408, 58]
divider: [19, 1043, 269, 1044]
ad-ent-center: আস্থা ডায়াগনস্টিক সেন্টার: [1177, 1422, 1367, 1443]
